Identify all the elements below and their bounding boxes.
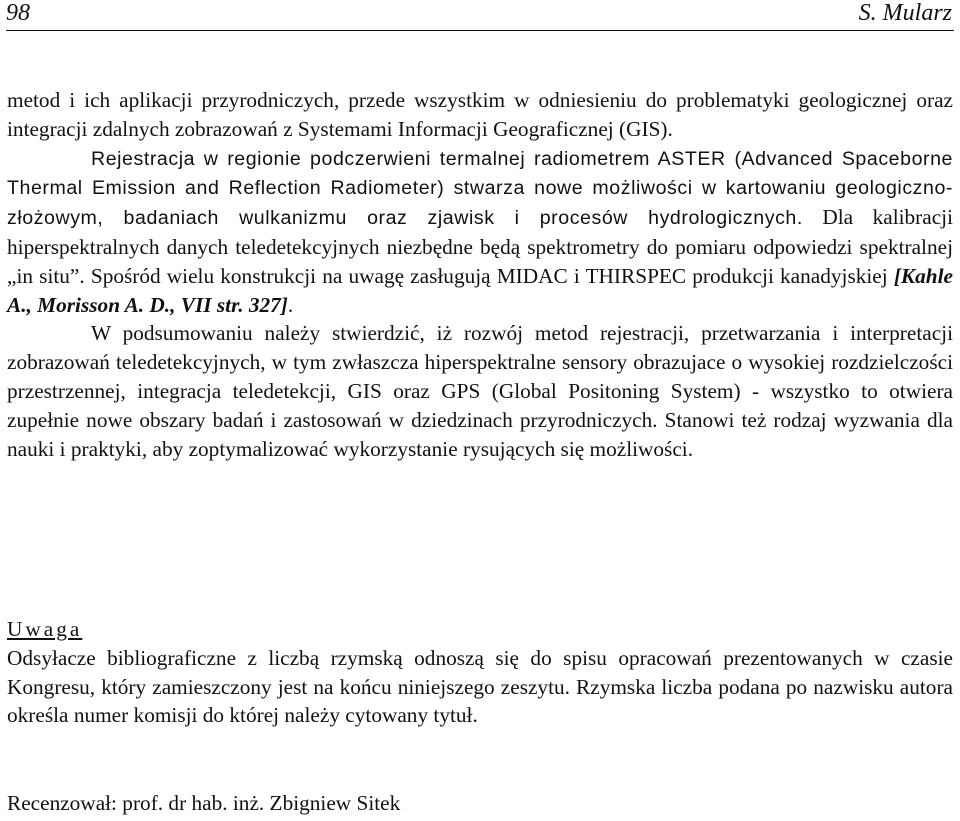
- paragraph-3: W podsumowaniu należy stwierdzić, iż rozwój metod rejestracji, przetwarzania i interpretacji zobrazowań teledetekcyjnych, w tym zwłaszcza hiperspektralne sensory obrazujace o wysokiej rozdzielczości przestrzennej, integracja teledetekcji, GIS oraz GPS (Global Positoning System) - wszystko to otwiera zupełnie nowe obszary badań i zastosowań w dziedzinach przyrodniczych. Stanowi też rodzaj wyzwania dla nauki i praktyki, aby zoptymalizować wykorzystanie rysujących się możliwości.: [7, 321, 953, 461]
- paragraph-2-sans-text: Rejestracja w regionie podczerwieni termalnej radiometrem ASTER (Advanced Spaceborne Thermal Emission and Reflection Radiometer) stwarza nowe możliwości w kartowaniu geologiczno-złożowym, badaniach wulkanizmu oraz zjawisk i procesów hydrologicznych.: [7, 147, 953, 230]
- paragraph-2: [7, 144, 953, 320]
- reference-citation: [Kahle A., Morisson A. D., VII str. 327]: [7, 263, 953, 317]
- page-header: [6, 0, 954, 31]
- reviewer-line: Recenzował: prof. dr hab. inż. Zbigniew Sitek: [7, 791, 401, 815]
- paragraph-2-serif-text: Dla kalibracji hiperspektralnych danych teledetekcyjnych niezbędne będą spektrometry do pomiaru odpowiedzi spektralnej „in situ”. Spośród wielu konstrukcji na uwagę zasługują MIDAC i THIRSPEC produkcji kanadyjskiej: [7, 205, 954, 288]
- note-section: [7, 615, 953, 730]
- paragraph-1: metod i ich aplikacji przyrodniczych, przede wszystkim w odniesieniu do problematyki geologicznej oraz integracji zdalnych zobrazowań z Systemami Informacji Geograficznej (GIS).: [7, 88, 953, 141]
- page-number: 98: [6, 0, 30, 26]
- note-text: Odsyłacze bibliograficzne z liczbą rzymską odnoszą się do spisu opracowań prezentowanych w czasie Kongresu, który zamieszczony jest na końcu niniejszego zeszytu. Rzymska liczba podana po nazwisku autora określa numer komisji do której należy cytowany tytuł.: [7, 645, 953, 728]
- paragraph-2-end: .: [287, 292, 294, 317]
- body-text: [7, 86, 953, 463]
- running-head-author: S. Mularz: [858, 0, 952, 26]
- note-title: Uwaga: [7, 617, 83, 641]
